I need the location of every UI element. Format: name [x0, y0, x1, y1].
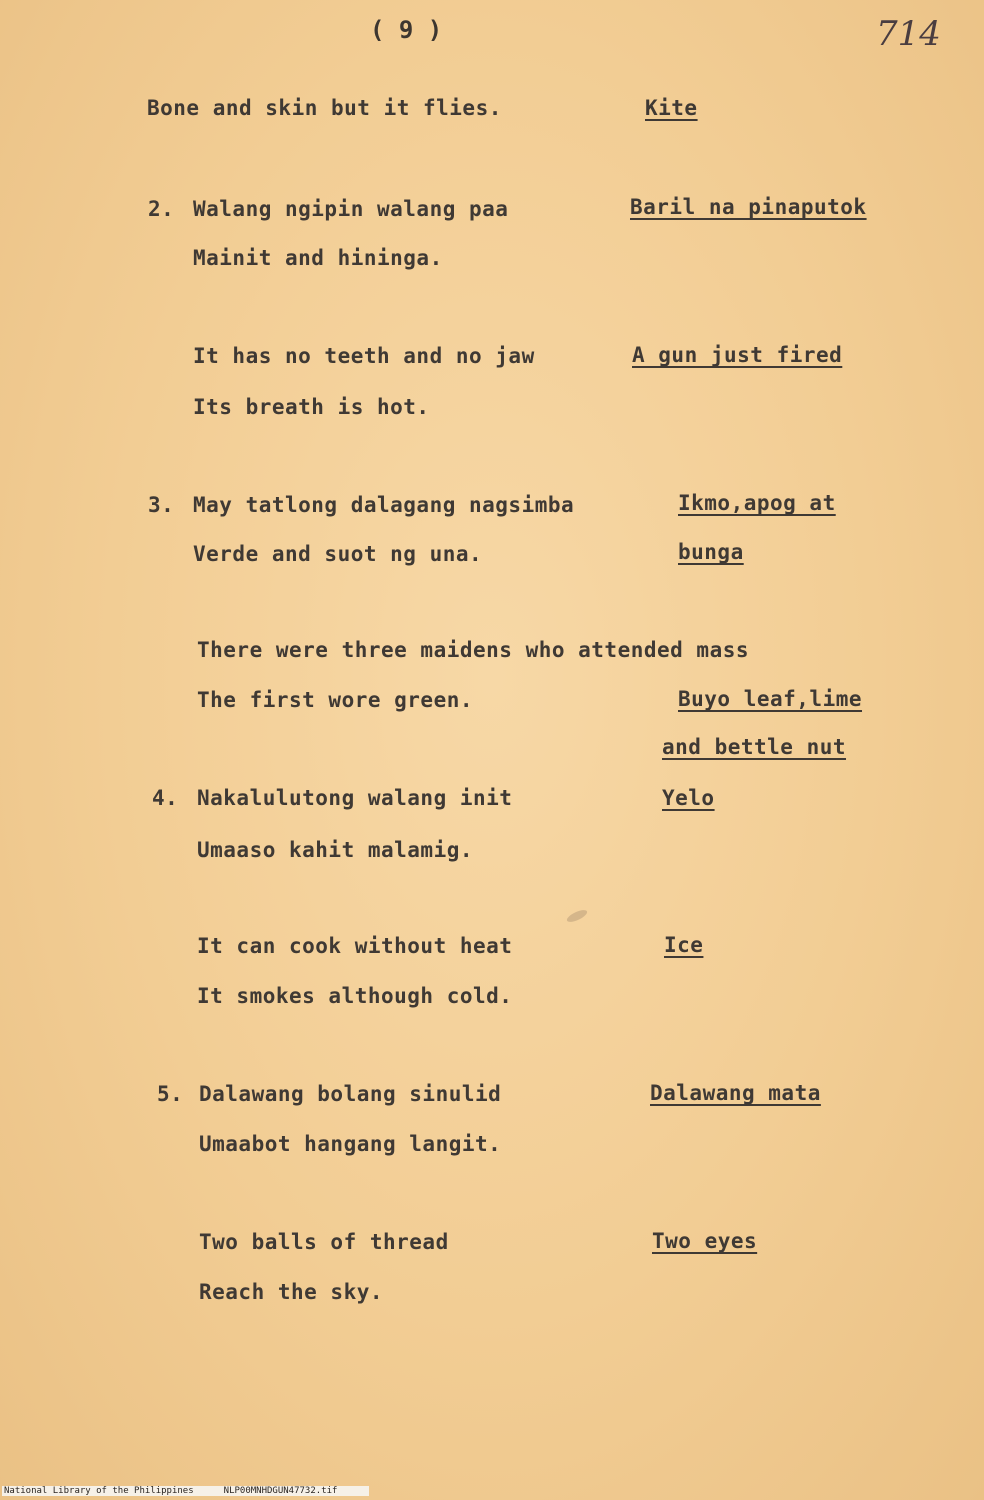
riddle-4-number: 4. [152, 786, 179, 810]
footer-library: National Library of the Philippines [4, 1486, 194, 1496]
riddle-3-english-answer-line-1: Buyo leaf,lime [678, 687, 863, 711]
riddle-3-tagalog-answer-line-2: bunga [678, 540, 744, 564]
riddle-1-answer: Kite [645, 96, 698, 120]
riddle-5-number: 5. [157, 1082, 184, 1106]
page-number: ( 9 ) [370, 16, 443, 44]
riddle-3-english-answer-line-2: and bettle nut [662, 735, 847, 759]
riddle-1-english-line-1: Bone and skin but it flies. [147, 96, 502, 120]
handwritten-page-number: 714 [876, 14, 941, 54]
riddle-4-english-answer: Ice [664, 933, 704, 957]
riddle-2-tagalog-line-2: Mainit and hininga. [193, 246, 443, 270]
riddle-4-english-line-1: It can cook without heat [197, 934, 513, 958]
riddle-5-english-answer: Two eyes [652, 1229, 758, 1253]
riddle-4-tagalog-line-1: Nakalulutong walang init [197, 786, 513, 810]
riddle-5-tagalog-line-1: Dalawang bolang sinulid [199, 1082, 502, 1106]
riddle-5-tagalog-answer: Dalawang mata [650, 1081, 821, 1105]
riddle-5-tagalog-line-2: Umaabot hangang langit. [199, 1132, 502, 1156]
riddle-3-english-line-2: The first wore green. [197, 688, 474, 712]
riddle-4-tagalog-answer: Yelo [662, 786, 715, 810]
riddle-2-tagalog-answer: Baril na pinaputok [630, 195, 867, 219]
riddle-2-tagalog-line-1: Walang ngipin walang paa [193, 197, 509, 221]
riddle-3-number: 3. [148, 493, 175, 517]
scan-footer [2, 1486, 369, 1496]
riddle-5-english-line-1: Two balls of thread [199, 1230, 449, 1254]
riddle-2-number: 2. [148, 197, 175, 221]
riddle-3-tagalog-answer-line-1: Ikmo,apog at [678, 491, 836, 515]
ink-smudge [565, 908, 588, 925]
riddle-5-english-line-2: Reach the sky. [199, 1280, 384, 1304]
riddle-3-english-line-1: There were three maidens who attended mass [197, 638, 750, 662]
riddle-2-english-line-2: Its breath is hot. [193, 395, 430, 419]
footer-filename: NLP00MNHDGUN47732.tif [223, 1486, 338, 1496]
riddle-3-tagalog-line-2: Verde and suot ng una. [193, 542, 483, 566]
riddle-4-tagalog-line-2: Umaaso kahit malamig. [197, 838, 474, 862]
riddle-4-english-line-2: It smokes although cold. [197, 984, 513, 1008]
riddle-2-english-line-1: It has no teeth and no jaw [193, 344, 535, 368]
riddle-2-english-answer: A gun just fired [632, 343, 843, 367]
riddle-3-tagalog-line-1: May tatlong dalagang nagsimba [193, 493, 575, 517]
